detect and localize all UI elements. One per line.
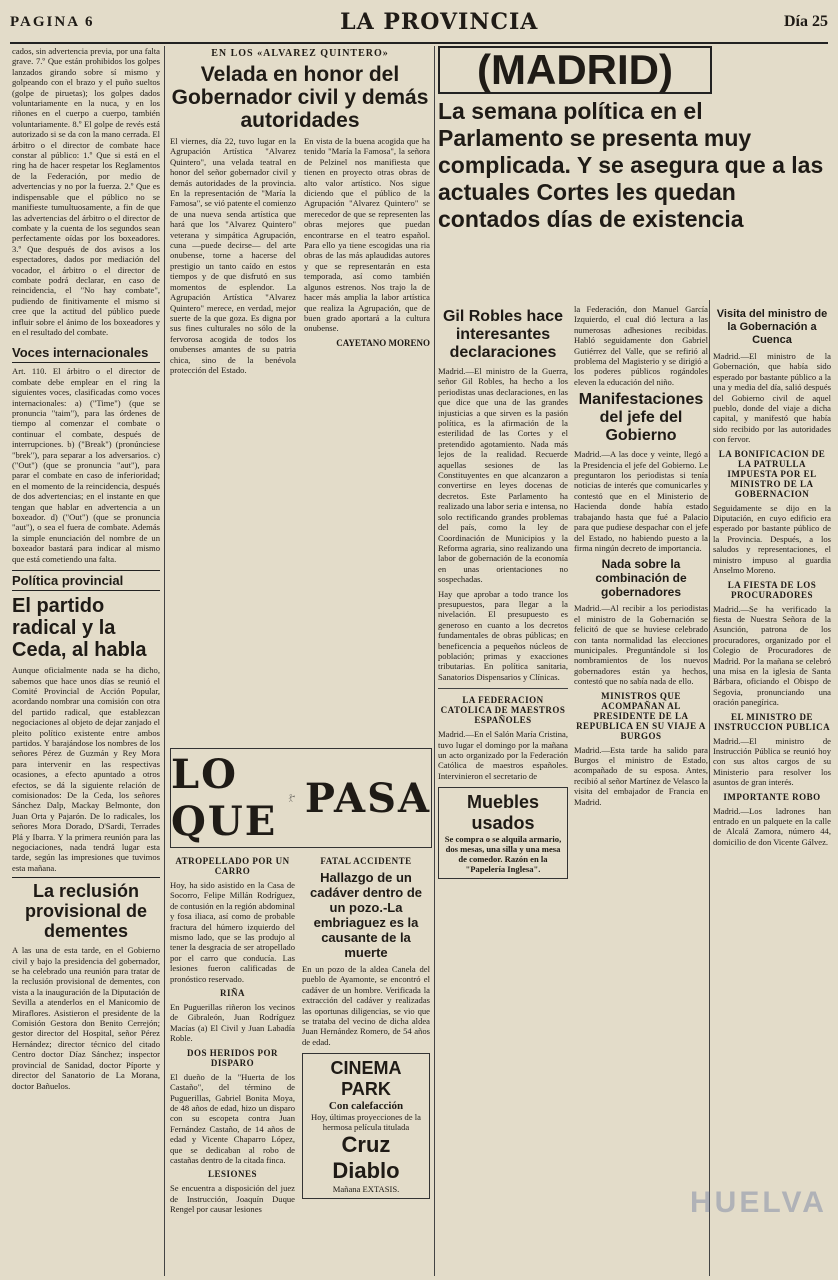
masthead <box>10 2 828 44</box>
bonificacion-heading: LA BONIFICACION DE LA PATRULLA IMPUESTA POR EL MINISTRO DE LA GOBERNACION <box>718 448 826 499</box>
fatal-text: En un pozo de la aldea Canela del pueblo de Ayamonte, se encontró el cadáver de un hombre. Verificada la extracción del cadáver y realizadas las oportunas diligencias, se vio que se trataba del vecino de dicha aldea Juan Hernández Romero, de 54 años de edad. <box>302 964 430 1047</box>
column-rule <box>434 46 435 1276</box>
divider <box>438 688 568 689</box>
manifestaciones-text: Madrid.—A las doce y veinte, llegó a la Presidencia el jefe del Gobierno. Le preguntaron los periodistas si tenía noticias de interés que comunicarles y contestó que en el Ministerio de Hacienda donde había estado trabajando hasta que fué a Palacio para que pudiese despachar con el jefe del Estado, no habiendo puesto a la firma ningún decreto de importancia. <box>574 449 708 553</box>
cinema-film: Cruz Diablo <box>332 1132 400 1184</box>
federacion-text: Madrid.—En el Salón María Cristina, tuvo lugar el domingo por la mañana un acto organizado por la Federación Católica de maestros españoles. Intervinieron el secretario de <box>438 729 568 781</box>
visita-headline: Visita del ministro de la Gobernación a Cuenca <box>716 308 828 346</box>
atropellado-text: Hoy, ha sido asistido en la Casa de Socorro, Felipe Millán Rodríguez, de contusión en la región abdominal y fosa iliaca, así como de probable fractura del húmero izquierdo del mismo lado, que se las produjo al tener la desgracia de ser atropellado por el carro que conducía. Las lesiones fueron calificadas de pronóstico reservado. <box>170 880 295 984</box>
federacion-continued: la Federación, don Manuel García Izquierdo, el cual dió lectura a las numerosas adhesiones recibidas. Habló seguidamente don Gabriel Gutiérrez del Valle, que se refirió al problema del Magisterio y se dirigió a los poderes públicos rogándoles eleven la educación del niño. <box>574 304 708 387</box>
column-1 <box>12 46 160 1276</box>
byline: CAYETANO MORENO <box>336 337 430 348</box>
page-number: PAGINA 6 <box>10 13 95 30</box>
lesiones-heading: LESIONES <box>207 1169 258 1180</box>
lead-headline: La semana política en el Parlamento se presenta muy complicada. Y se asegura que a las actuales Cortes les quedan contados días de existencia <box>438 98 824 232</box>
section-politica-provincial: Política provincial <box>12 570 160 591</box>
cinema-tomorrow: Mañana EXTASIS. <box>332 1184 400 1195</box>
cinema-subtitle: Con calefacción <box>328 1100 404 1113</box>
column-rule <box>164 46 165 1276</box>
rina-heading: RIÑA <box>219 988 245 999</box>
robo-text: Madrid.—Los ladrones han entrado en un palquete en la calle de Alcalá Zamora, número 44, domicilio de don Vicente Gálvez. <box>713 805 831 847</box>
instruccion-heading: EL MINISTRO DE INSTRUCCION PUBLICA <box>713 711 831 732</box>
madrid-title: (MADRID) <box>438 46 712 94</box>
lo-que-word: LO QUE <box>171 751 278 845</box>
column-2-bottom-right <box>302 852 430 1276</box>
cinema-text: Hoy, últimas proyecciones de la hermosa película titulada <box>311 1112 421 1133</box>
lesiones-text: Se encuentra a disposición del juez de Instrucción, Joaquín Duque Rengel por causar lesiones <box>170 1183 295 1215</box>
nada-text: Madrid.—Al recibir a los periodistas el ministro de la Gobernación se felicitó de que se huviese celebrado con tanta normalidad las elecciones municipales. Preguntándole si los nombramientos de los nuevos gobernadores están ya hechos, contestó que no sabía nada de ello. <box>574 603 708 687</box>
madrid-banner <box>438 46 830 306</box>
fiesta-heading: LA FIESTA DE LOS PROCURADORES <box>727 579 817 600</box>
article-kicker: EN LOS «ALVAREZ QUINTERO» <box>211 48 389 59</box>
pasa-word: PASA <box>304 774 431 822</box>
voces-text: Art. 110. El árbitro o el director de combate debe emplear en el ring la siguientes voces, clasificadas como voces internacionales: a) ("Time") (que se pronuncia "taim"), para las órdenes de tiempo al comenzar el combate o continuar el combate, después de interrupciones. b) ("Break") (pronúnciese "brek"), para separar a los adversarios. c) ("Out") (que se pronuncia "aut"), para parar el combate en caso de inferioridad; en el momento de la reincidencia, después de dos advertencias; en el instante en que tengan que hablar en advertencia a un boxeador. d) ("Out") (que se pronuncia "aut"), o sea el fuera de combate. Además la simple enunciación del nombre de un boxeador bastará para indicar al mismo que está cometiendo una falta. <box>12 366 160 564</box>
gil-robles-headline: Gil Robles hace interesantes declaraciones <box>442 308 564 361</box>
column-2-bottom-left <box>170 852 295 1276</box>
heridos-text: El dueño de la "Huerta de los Castaño", del término de Puguerillas, Gabriel Bonita Moya, de 48 años de edad, hizo un disparo con su escopeta contra Juan Fernández Castaño, de 14 años de edad y Vicente Chaparro López, que se dedicaban al robo de castañas dentro de la citada finca. <box>170 1071 295 1165</box>
velada-right <box>304 136 430 379</box>
cinema-title: CINEMA PARK <box>330 1058 402 1100</box>
visita-text: Madrid.—El ministro de la Gobernación, que había sido esperado por bastante público a la una y media del día, salió después del Gobierno civil de aquel pueblo, donde del viaje a dicha capital, y manifestó que había sido recibido por las autoridades con fervor. <box>713 351 831 445</box>
muebles-ad <box>438 787 568 879</box>
bonificacion-text: Seguidamente se dijo en la Diputación, en cuyo edificio era esperado por bastante público de la Provincia. Después, a los saludos y representaciones, el ministro impuso al guardia Anselmo Moreno. <box>713 502 831 576</box>
fatal-heading: FATAL ACCIDENTE <box>320 856 412 866</box>
manifestaciones-headline: Manifestaciones del jefe del Gobierno <box>578 391 704 445</box>
newspaper-title: LA PROVINCIA <box>340 9 539 35</box>
ministros-text: Madrid.—Esta tarde ha salido para Burgos el ministro de Estado, acompañado de su esposa. Antes, recibió al señor Martínez de Velasco la visita del embajador de Francia en Madrid. <box>574 744 708 807</box>
velada-headline: Velada en honor del Gobernador civil y demás autoridades <box>171 63 429 132</box>
ministros-heading: MINISTROS QUE ACOMPAÑAN AL PRESIDENTE DE LA REPUBLICA EN SU VIAJE A BURGOS <box>576 690 706 741</box>
partido-headline: El partido radical y la Ceda, al habla <box>12 595 147 662</box>
issue-date: Día 25 <box>784 13 828 30</box>
velada-text-b: En vista de la buena acogida que ha tenido "María la Famosa", la señora de Pelzinel nos manifiesta que tienen en proyecto otras obras de alto valor artístico. Nos sigue diciendo que el público de la Agrupación "Alvarez Quintero" se merecedor de que se representen las obras mejores que puedan encontrarse en el teatro español. Para ello ya tiene escogidas una ria obras de las más aplaudidas autores y que se representarán en esta temporada, así como también algunos estrenos. Nos trajo la de hacer más amplia la labor artística que realiza la Agrupación, que de buen grado aportará a la cultura onubense. <box>304 136 430 334</box>
reclusion-headline: La reclusión provisional de dementes <box>12 877 160 941</box>
gil-robles-text-b: Hay que aprobar a todo trance los presupuestos, para llegar a la nivelación. El presupuesto es generoso en cuanto a los decretos fundamentales de obras públicas; en beneficencia a pequeños núcleos de población; primas y exacciones tributarias. En política sanitaria, Sanatorios Dispensarios y Clínicas. <box>438 588 568 682</box>
lo-que-pasa-banner <box>170 748 432 848</box>
fatal-headline: Hallazgo de un cadáver dentro de un pozo.-La embriaguez es la causante de la muerte <box>310 870 422 960</box>
muebles-title: Muebles usados <box>466 792 540 834</box>
voces-heading: Voces internacionales <box>12 343 160 363</box>
federacion-heading: LA FEDERACION CATOLICA DE MAESTROS ESPAÑOLES <box>440 695 566 726</box>
heridos-heading: DOS HERIDOS POR DISPARO <box>186 1047 278 1068</box>
fiesta-text: Madrid.—Se ha verificado la fiesta de Nuestra Señora de la Asunción, patrona de los procuradores, organizado por el Colegio de Procuradores de Madrid. Por la mañana se celebró una misa en la iglesia de Santa Bárbara, oficiando el Obispo de Segovia, pronunciando una oración panegírica. <box>713 603 831 708</box>
column-4 <box>713 304 831 1276</box>
velada-text-a: El viernes, día 22, tuvo lugar en la Agrupación Artística "Alvarez Quintero", una velada teatral en honor del señor gobernador civil y demás autoridades de la provincia. En la representación de "María la Famosa", se vió patente el comienzo de una nueva senda artística que hará que los "Alvarez Quintero" veterana y simpática Agrupación, cuna —puede decirse— del arte onubense, torne a hacerse del prestigio un tanto caído en estos tiempos y de que disfrutó en sus momentos de esplendor. La Agrupación Artística "Alvarez Quintero" merece, en verdad, mejor suerte de la que goza. Es digna por sus fines culturales no sólo de la fervorosa acogida de todos los onubenses amantes de su patria chica, sino de la benévola protección del Estado. <box>170 136 296 375</box>
column-3b <box>574 304 708 1276</box>
partido-text: Aunque oficialmente nada se ha dicho, sabemos que hace unos días se reunió el Comité Provincial de Acción Popular, acordando nombrar una comisión con otra del partido radical, que establezcan negociaciones al objeto de dejar zanjado el pleito político existente entre ambos partidos. Y barajándose los nombres de los señores Pérez de Guzmán y Rey Mora para intervenir en las respectivas ocasiones, a efecto apuntado a otros efectos, se dá la siguiente relación de comisionados: De la Ceda, los señores Sánchez Dalp, Mackay Belmonte, don Juan Orta y Pajarón. De lo radicales, los señores Mora Dorado, D'Sardi, Terrades Plá y Ibarra. Y la primera reunión para las negociaciones, nada tendrá lugar esta tarde, según las impresiones que tuvimos esta mañana. <box>12 665 160 873</box>
instruccion-text: Madrid.—El ministro de Instrucción Pública se reunió hoy con sus altos cargos de su Ministerio para resolver los asuntos de gran interés. <box>713 735 831 788</box>
velada-body <box>170 136 430 379</box>
archive-watermark: HUELVA <box>690 1186 827 1219</box>
boxing-rules-text: cados, sin advertencia previa, por una falta grave. 7.º Que están prohibidos los golpes lanzados girando sobre sí mismo y golpeando con el brazo y el puño sueltos (golpe de piruetas); los golpes dados voluntariamente en la nuca, y en los riñones en el cuerpo a cuerpo, también voluntariamente. 8.º El golpe de revés está autorizado si se da con la mano cerrada. El árbitro o el director de combate hace constar al público: 1.º Que si está en el ring ha de hacer respetar los Reglamentos de la Federación, por medio de advertencias y no por la fuerza. 2.º Que es indispensable que el público no se manifieste tumultuosamente, a fin de que las advertencias del árbitro o el director de combate y la cuenta de los segundos sean perfectamente oídas por los boxeadores. 3.º Que después de dos avisos a los espectadores, dados por mediación del vocador, el árbitro o el director de combate podrá declarar, en caso de reincidencia, el "No hay combate", pudiendo de finitivamente el mismo si cree que la actitud del público puede influir sobre el ánimo de los boxeadores y en el resultado del combate. <box>12 46 160 337</box>
rina-text: En Puguerillas riñeron los vecinos de Gibraleón, Juan Rodríguez Macías (a) El Civil y Juan Labadía Roble. <box>170 1002 295 1044</box>
column-rule <box>709 300 710 1276</box>
column-3a <box>438 304 568 1276</box>
nada-headline: Nada sobre la combinación de gobernadores <box>595 557 687 600</box>
gil-robles-text: Madrid.—El ministro de la Guerra, señor Gil Robles, ha hecho a los periodistas unas declaraciones, en las que dice que una de las grandes injusticias a que sirven es la pasión política, es la afirmación de la esterilidad de las Cortes y el pretendido agotamiento. Nada más lejos de la realidad. Recuerde aquellas sesiones de las Constituyentes en que alcanzaron a convertirse en leyes docenas de decretos. Este Parlamento ha realizado una labor seria e intensa, no solo rectificando grandes problemas del país, como la ley de Coordinación de Municipios y la Reforma agraria, sino realizando una labor de gobernación de la economía en unas orientaciones no sospechadas. <box>438 366 568 585</box>
town-crier-illustration-icon <box>287 763 295 833</box>
reclusion-text: A las una de esta tarde, en el Gobierno civil y bajo la presidencia del gobernador, se ha celebrado una reunión para tratar de la reclusión provisional de dementes, con vista a la inauguración de la Diputación de Sevilla a atenderlos en el Manicomio de Miraflores. Asistieron el presidente de la Comisión Gestora don Benito Cerrejón; gestor director del Hospital, señor Pérez Hernández; director técnico del citado Centro doctor Díaz Sánchez; inspector provincial de Sanidad, doctor Píporte y director del Sanatorio de La Morana, doctor Bañuelos. <box>12 945 160 1091</box>
robo-heading: IMPORTANTE ROBO <box>723 791 821 802</box>
cinema-park-ad <box>302 1053 430 1199</box>
muebles-text: Se compra o se alquila armario, dos mesas, una silla y una mesa de comedor. Razón en la "Papelería Inglesa". <box>444 834 562 875</box>
atropellado-heading: ATROPELLADO POR UN CARRO <box>175 856 290 876</box>
column-2-top <box>170 46 430 741</box>
